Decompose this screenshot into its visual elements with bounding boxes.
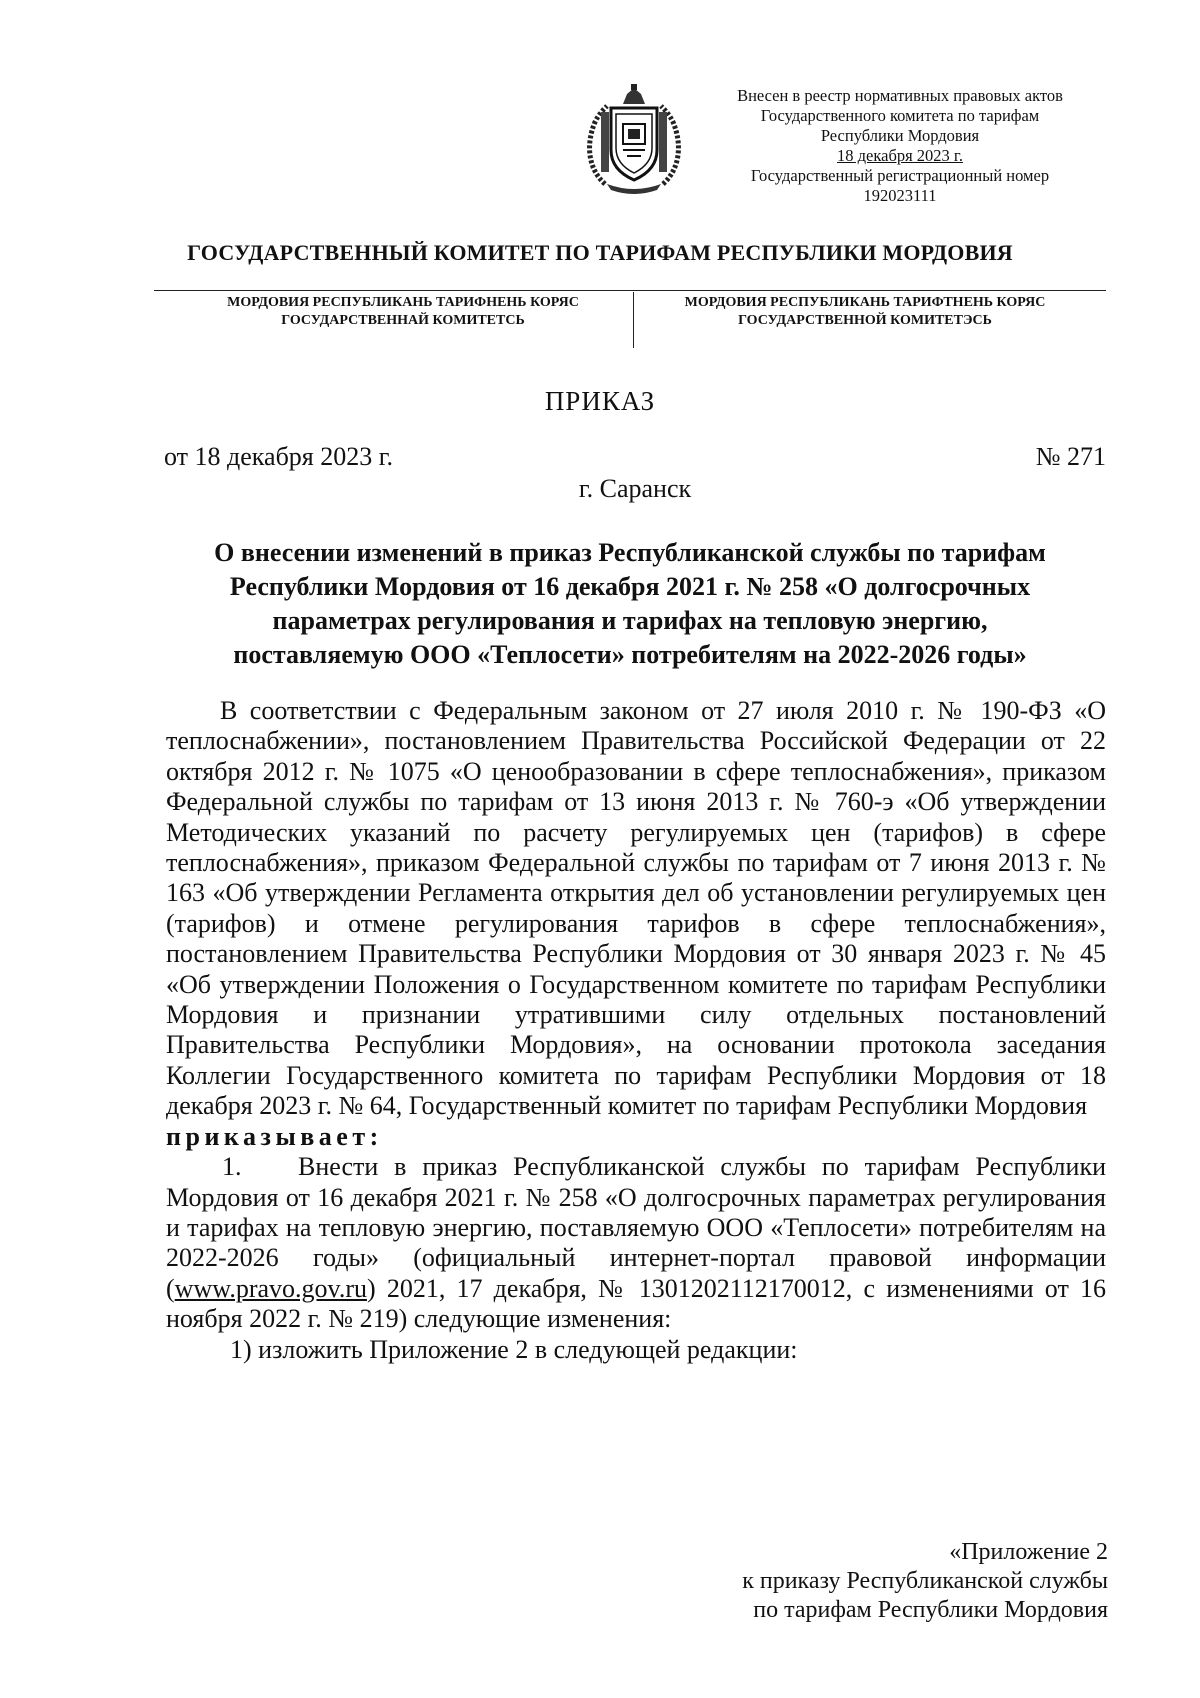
appendix-line-1: «Приложение 2 (949, 1539, 1108, 1565)
appendix-line-3: по тарифам Республики Мордовия (753, 1597, 1108, 1623)
agency-name-moksha-line-1: МОРДОВИЯ РЕСПУБЛИКАНЬ ТАРИФНЕНЬ КОРЯС (227, 295, 579, 310)
registry-date: 18 декабря 2023 г. (837, 146, 963, 165)
agency-name-erzya-line-1: МОРДОВИЯ РЕСПУБЛИКАНЬ ТАРИФТНЕНЬ КОРЯС (684, 295, 1046, 310)
item-1-number: 1. (222, 1152, 242, 1182)
document-type: ПРИКАЗ (544, 386, 656, 416)
agency-name-erzya (640, 294, 1090, 330)
document-title (150, 536, 1110, 672)
registry-line-1: Внесен в реестр нормативных правовых актов (737, 86, 1063, 105)
header-vertical-divider (633, 292, 634, 348)
registry-note (700, 86, 1100, 206)
registry-number: 192023111 (863, 186, 937, 205)
document-city: г. Саранск (578, 474, 692, 503)
item-1-text-b: ) 2021, 17 декабря, № 1301202112170012, с изменениями от 16 ноября 2022 г. № 219) следующие изменения: (166, 1273, 1106, 1334)
document-number: № 271 (1035, 442, 1106, 471)
registry-line-3: Республики Мордовия (820, 126, 980, 145)
subitem-1-paragraph: 1) изложить Приложение 2 в следующей редакции: (230, 1334, 798, 1364)
title-line-3: параметрах регулирования и тарифах на тепловую энергию, (272, 606, 988, 635)
title-line-2: Республики Мордовия от 16 декабря 2021 г. № 258 «О долгосрочных (229, 572, 1031, 601)
agency-name-erzya-line-2: ГОСУДАРСТВЕННОЙ КОМИТЕТЭСЬ (738, 313, 992, 328)
registry-line-5: Государственный регистрационный номер (750, 166, 1050, 185)
orders-word: приказывает: (166, 1121, 383, 1151)
preamble-paragraph: В соответствии с Федеральным законом от 27 июля 2010 г. № 190-ФЗ «О теплоснабжении», постановлением Правительства Российской Федерации от 22 октября 2012 г. № 1075 «О ценообразовании в сфере теплоснабжения», приказом Федеральной службы по тарифам от 13 июня 2013 г. № 760-э «Об утверждении Методических указаний по расчету регулируемых цен (тарифов) в сфере теплоснабжения», приказом Федеральной службы по тарифам от 7 июня 2013 г. № 163 «Об утверждении Регламента открытия дел об установлении регулируемых цен (тарифов) и отмене регулирования тарифов в сфере теплоснабжения», постановлением Правительства Республики Мордовия от 30 января 2023 г. № 45 «Об утверждении Положения о Государственном комитете по тарифам Республики Мордовия и признании утратившими силу отдельных постановлений Правительства Республики Мордовия», на основании протокола заседания Коллегии Государственного комитета по тарифам Республики Мордовия от 18 декабря 2023 г. № 64, Государственный комитет по тарифам Республики Мордовия (166, 696, 1106, 1121)
item-1-paragraph (166, 1152, 1106, 1334)
pravo-link[interactable]: www.pravo.gov.ru (174, 1273, 367, 1303)
registry-line-2: Государственного комитета по тарифам (760, 106, 1040, 125)
agency-name-moksha (178, 294, 628, 330)
document-body (166, 696, 1106, 1365)
agency-name-moksha-line-2: ГОСУДАРСТВЕННАЙ КОМИТЕТСЬ (281, 313, 525, 328)
title-line-4: поставляемую ООО «Теплосети» потребителям на 2022-2026 годы» (233, 640, 1027, 669)
document-date: от 18 декабря 2023 г. (164, 442, 393, 471)
header-divider (154, 290, 1106, 291)
agency-name: ГОСУДАРСТВЕННЫЙ КОМИТЕТ ПО ТАРИФАМ РЕСПУБЛИКИ МОРДОВИЯ (187, 240, 1013, 265)
item-1-text-a: Внести в приказ Республиканской службы по тарифам Республики Мордовия от 16 декабря 2021 г. № 258 «О долгосрочных параметрах регулирования и тарифах на тепловую энергию, поставляемую ООО «Теплосети» потребителям на 2022-2026 годы» (официальный интернет-портал правовой информации ( (166, 1152, 1106, 1303)
appendix-line-2: к приказу Республиканской службы (742, 1568, 1108, 1594)
title-line-1: О внесении изменений в приказ Республиканской службы по тарифам (214, 538, 1046, 567)
appendix-heading (688, 1538, 1108, 1625)
coat-of-arms-emblem (583, 84, 685, 196)
